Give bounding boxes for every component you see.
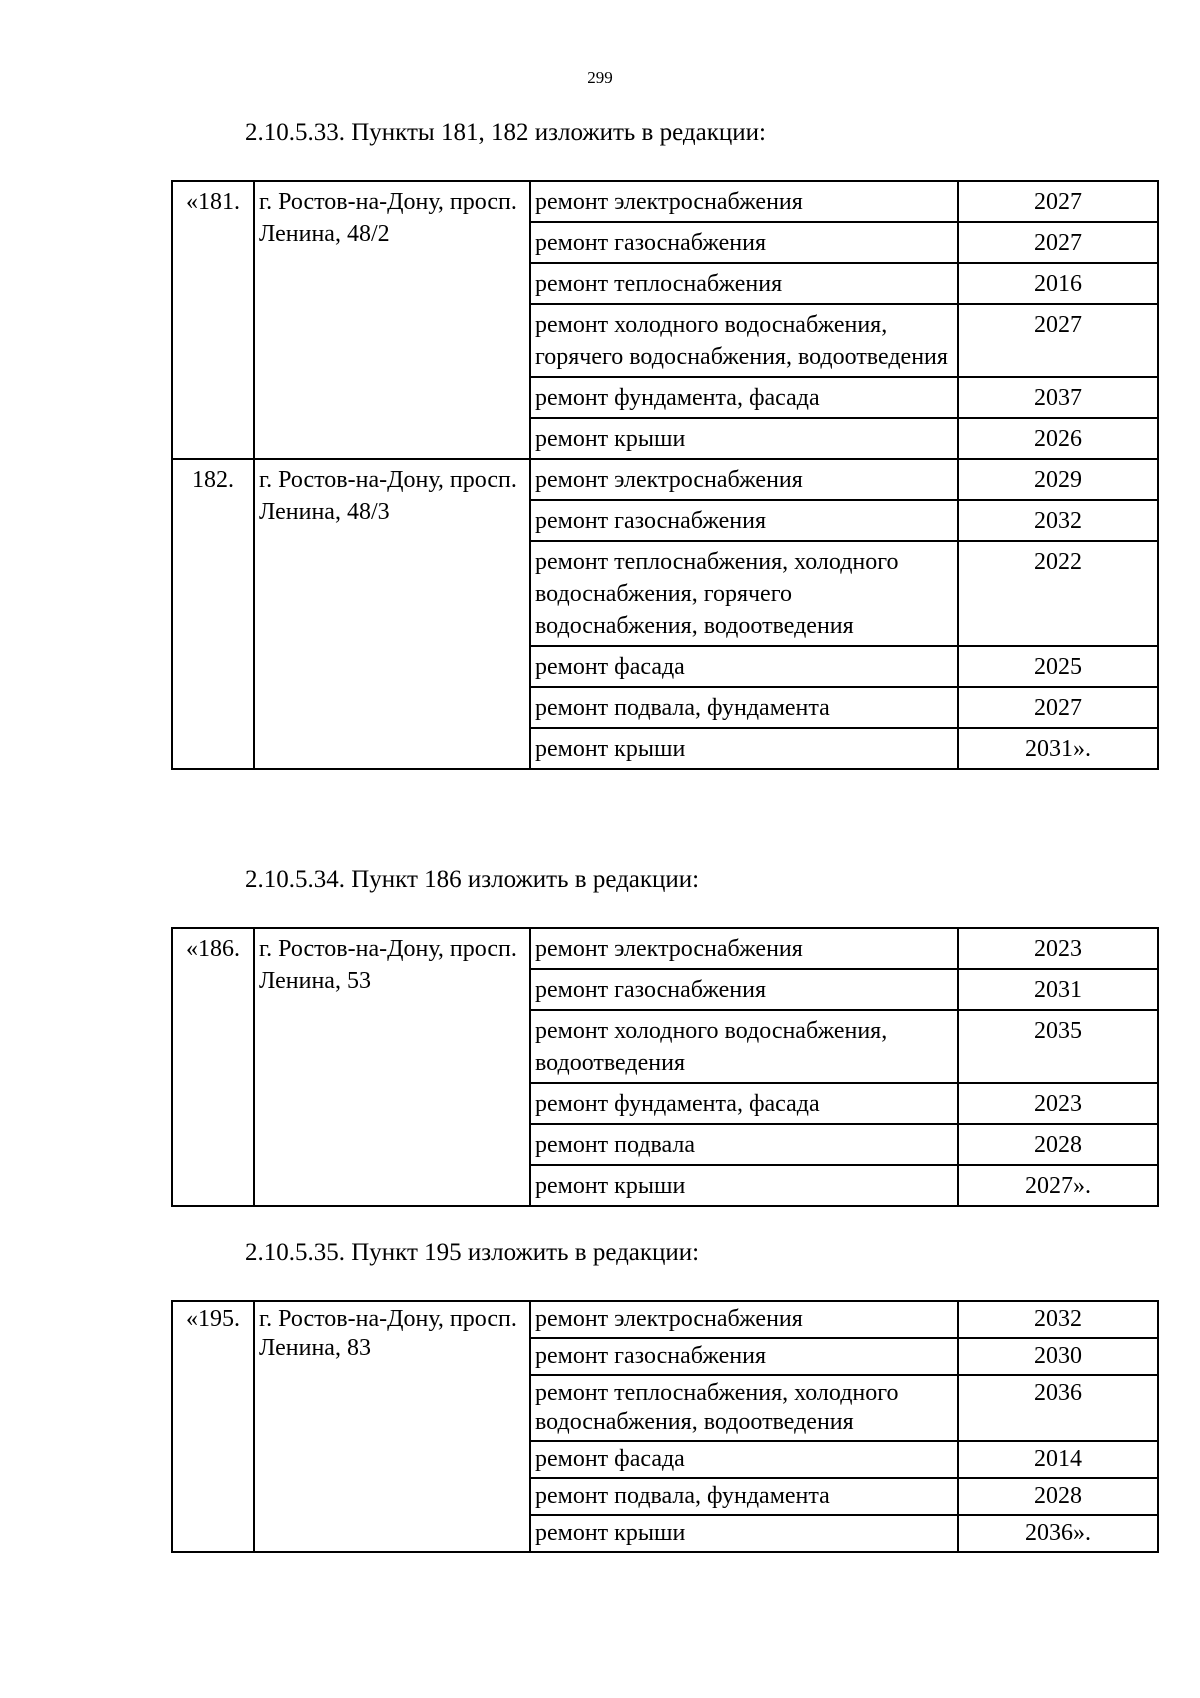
work-year: 2027 bbox=[958, 687, 1158, 728]
work-year: 2027 bbox=[958, 222, 1158, 263]
work-name: ремонт подвала, фундамента bbox=[530, 687, 958, 728]
item-address: г. Ростов-на-Дону, просп. Ленина, 48/2 bbox=[254, 181, 530, 459]
table-row bbox=[172, 1301, 1158, 1338]
work-name: ремонт фундамента, фасада bbox=[530, 1083, 958, 1124]
item-number: «195. bbox=[172, 1301, 254, 1552]
work-year: 2014 bbox=[958, 1441, 1158, 1478]
work-year: 2036». bbox=[958, 1515, 1158, 1552]
work-name: ремонт крыши bbox=[530, 1515, 958, 1552]
section-heading: 2.10.5.33. Пункты 181, 182 изложить в редакции: bbox=[245, 119, 766, 146]
work-year: 2016 bbox=[958, 263, 1158, 304]
work-year: 2026 bbox=[958, 418, 1158, 459]
work-name: ремонт подвала, фундамента bbox=[530, 1478, 958, 1515]
work-year: 2023 bbox=[958, 1083, 1158, 1124]
work-year: 2022 bbox=[958, 541, 1158, 646]
item-number: «186. bbox=[172, 928, 254, 1206]
work-year: 2027 bbox=[958, 304, 1158, 377]
work-year: 2029 bbox=[958, 459, 1158, 500]
work-year: 2023 bbox=[958, 928, 1158, 969]
work-year: 2036 bbox=[958, 1375, 1158, 1441]
item-address: г. Ростов-на-Дону, просп. Ленина, 53 bbox=[254, 928, 530, 1206]
section-heading: 2.10.5.34. Пункт 186 изложить в редакции: bbox=[245, 866, 700, 893]
work-year: 2035 bbox=[958, 1010, 1158, 1083]
work-name: ремонт теплоснабжения, холодного водоснабжения, горячего водоснабжения, водоотведения bbox=[530, 541, 958, 646]
work-name: ремонт электроснабжения bbox=[530, 459, 958, 500]
item-address: г. Ростов-на-Дону, просп. Ленина, 83 bbox=[254, 1301, 530, 1552]
work-name: ремонт электроснабжения bbox=[530, 181, 958, 222]
amendment-table bbox=[171, 1300, 1159, 1553]
amendment-table bbox=[171, 927, 1159, 1207]
work-name: ремонт теплоснабжения bbox=[530, 263, 958, 304]
work-name: ремонт крыши bbox=[530, 728, 958, 769]
work-name: ремонт холодного водоснабжения, водоотведения bbox=[530, 1010, 958, 1083]
work-year: 2030 bbox=[958, 1338, 1158, 1375]
work-year: 2025 bbox=[958, 646, 1158, 687]
work-name: ремонт газоснабжения bbox=[530, 222, 958, 263]
table-row bbox=[172, 928, 1158, 969]
item-address: г. Ростов-на-Дону, просп. Ленина, 48/3 bbox=[254, 459, 530, 769]
work-year: 2027». bbox=[958, 1165, 1158, 1206]
table-row bbox=[172, 181, 1158, 222]
work-year: 2028 bbox=[958, 1124, 1158, 1165]
item-number: 182. bbox=[172, 459, 254, 769]
work-name: ремонт фасада bbox=[530, 1441, 958, 1478]
work-name: ремонт подвала bbox=[530, 1124, 958, 1165]
work-name: ремонт фундамента, фасада bbox=[530, 377, 958, 418]
work-year: 2032 bbox=[958, 500, 1158, 541]
section-heading: 2.10.5.35. Пункт 195 изложить в редакции: bbox=[245, 1239, 700, 1266]
work-year: 2028 bbox=[958, 1478, 1158, 1515]
work-year: 2037 bbox=[958, 377, 1158, 418]
work-name: ремонт фасада bbox=[530, 646, 958, 687]
table-row bbox=[172, 459, 1158, 500]
work-name: ремонт газоснабжения bbox=[530, 500, 958, 541]
work-name: ремонт крыши bbox=[530, 1165, 958, 1206]
work-name: ремонт теплоснабжения, холодного водоснабжения, водоотведения bbox=[530, 1375, 958, 1441]
item-number: «181. bbox=[172, 181, 254, 459]
work-year: 2027 bbox=[958, 181, 1158, 222]
amendment-table bbox=[171, 180, 1159, 770]
work-name: ремонт электроснабжения bbox=[530, 1301, 958, 1338]
work-year: 2032 bbox=[958, 1301, 1158, 1338]
page-number: 299 bbox=[587, 68, 613, 87]
work-name: ремонт крыши bbox=[530, 418, 958, 459]
work-name: ремонт газоснабжения bbox=[530, 1338, 958, 1375]
work-name: ремонт газоснабжения bbox=[530, 969, 958, 1010]
work-year: 2031». bbox=[958, 728, 1158, 769]
work-name: ремонт электроснабжения bbox=[530, 928, 958, 969]
work-name: ремонт холодного водоснабжения, горячего водоснабжения, водоотведения bbox=[530, 304, 958, 377]
work-year: 2031 bbox=[958, 969, 1158, 1010]
